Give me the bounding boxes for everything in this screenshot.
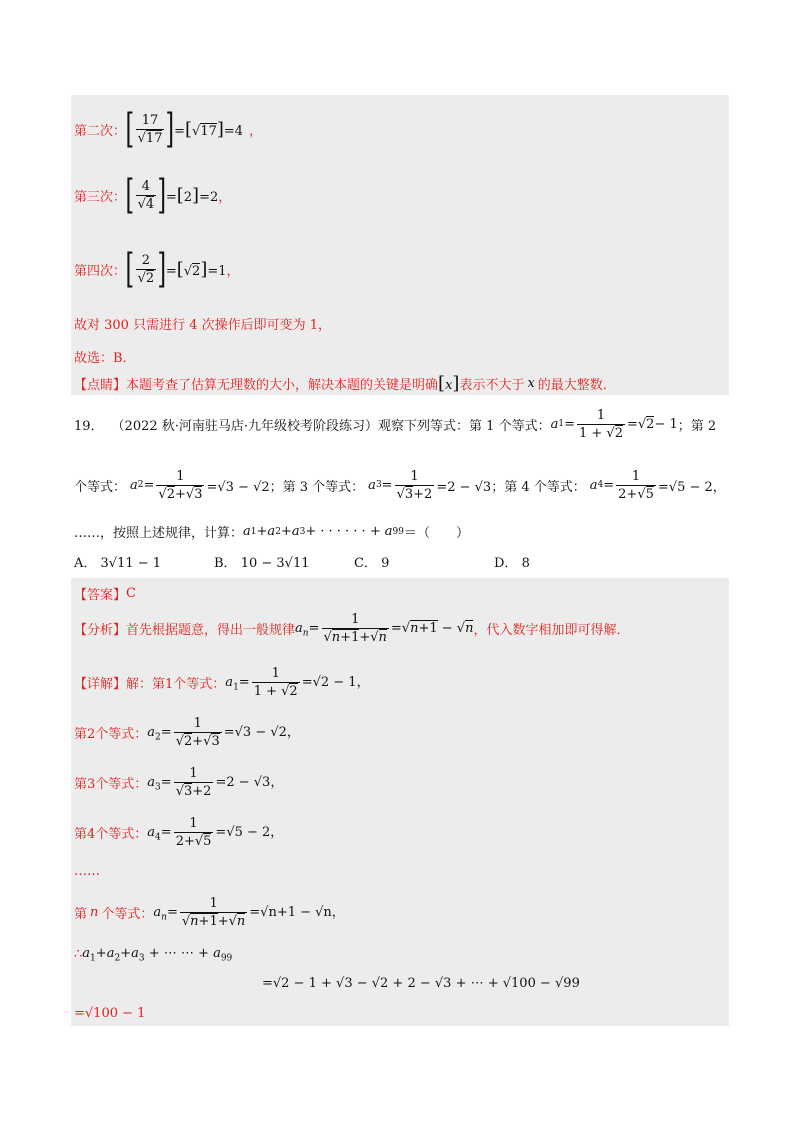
question-number: 19． [74, 418, 104, 434]
sum-line: ∴ $a_1+a_2+a_3$ + ⋯ ⋯ + $a_{99}$ [74, 946, 233, 964]
detail-eq-n: 第 n 个等式： $a_n=$ $\frac{1}{√n+1+√n}$ =√n+1 − √n， [74, 895, 345, 929]
detail-ellipsis: …… [74, 864, 100, 879]
step-2: 第二次： [ $\frac{17}{√17}$ ] =[√17]=4 ， [74, 106, 263, 152]
floor-bracket: [ $\frac{17}{√17}$ ] [125, 106, 175, 152]
analysis-tag: 【分析】 [74, 622, 127, 638]
question-line-2: 个等式： a 2 = $\frac{1}{√2+√3}$ =√3 − √2；第 3 个等式： a 3 = $\frac{1}{√3+2}$ =2 − √3；第 4 个等式： a 4 = $\frac{1}{2+√5}$ =√5 − 2， [74, 468, 726, 502]
final-line: =√100 − 1 [74, 1006, 146, 1021]
step-3: 第三次： [ $\frac{4}{√4}$ ] =[2]=2 ， [74, 172, 232, 218]
analysis-line: 【分析】 首先根据题意，得出一般规律 $a_n=$ $\frac{1}{√n+1+√n}$ =√n+1 − √n ，代入数字相加即可得解． [74, 611, 630, 645]
step-3-label: 第三次： [74, 189, 127, 205]
answer-line [74, 584, 136, 603]
answer-value: C [126, 586, 136, 601]
comment-tag: 【点睛】 [74, 377, 127, 393]
detail-eq-3: 第3个等式： $a_3=$ $\frac{1}{√3+2}$ =2 − √3， [74, 765, 284, 799]
option-a[interactable]: A． 3√11 − 1 [74, 556, 162, 571]
detail-tag: 【详解】 [74, 676, 127, 692]
option-d[interactable]: D． 8 [494, 556, 530, 571]
expand-line: =√2 − 1 + √3 − √2 + 2 − √3 + ⋯ + √100 − √99 [262, 976, 580, 991]
question-line-3: ……，按照上述规律，计算： a 1 + a 2 + a 3 + · · · · · · + a 99 ＝（ ） [74, 524, 469, 541]
step-4: 第四次： [ $\frac{2}{√2}$ ] =[√2]=1 ， [74, 246, 240, 292]
options [74, 552, 634, 571]
comment: 【点睛】 本题考查了估算无理数的大小，解决本题的关键是明确 [x] 表示不大于 x 的最大整数． [74, 372, 616, 394]
step-4-label: 第四次： [74, 263, 127, 279]
conclusion-text: 故对 300 只需进行 4 次操作后即可变为 1， [74, 318, 332, 333]
answer-tag: 【答案】 [74, 588, 127, 603]
choice-text: 故选：B． [74, 351, 136, 366]
detail-eq-1: 【详解】 解：第1个等式： $a_1=$ $\frac{1}{1 + √2}$ =√2 − 1， [74, 665, 370, 699]
question-line-1: 19． （2022 秋·河南驻马店·九年级校考阶段练习）观察下列等式：第 1 个等式： a 1 = $\frac{1}{1 + √2}$ =√ 2 − 1 ；第 2 [74, 407, 717, 441]
detail-eq-4: 第4个等式： $a_4=$ $\frac{1}{2+√5}$ =√5 − 2， [74, 815, 284, 849]
option-b[interactable]: B． 10 − 3√11 [214, 556, 310, 571]
question-source: （2022 秋·河南驻马店·九年级校考阶段练习）观察下列等式：第 1 个等式： [111, 418, 551, 434]
option-c[interactable]: C． 9 [354, 556, 390, 571]
detail-eq-2: 第2个等式： $a_2=$ $\frac{1}{√2+√3}$ =√3 − √2， [74, 715, 300, 749]
step-2-label: 第二次： [74, 123, 127, 139]
